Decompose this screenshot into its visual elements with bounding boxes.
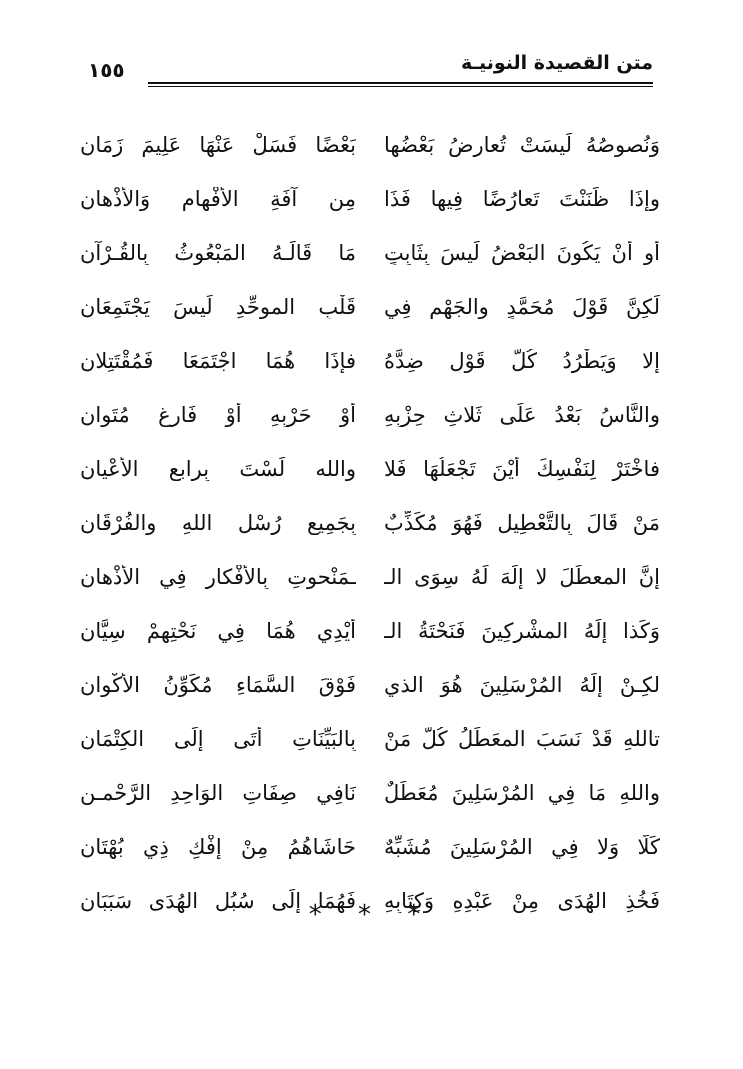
- verse: [80, 388, 660, 442]
- first-hemistich: لَكِنَّ قَوْلَ مُحَمَّدٍ والجَهْمِ فِي: [384, 295, 660, 319]
- page-header: [88, 52, 653, 88]
- verse: [80, 442, 660, 496]
- header-rule-thin: [148, 86, 653, 87]
- second-hemistich: أوْ حَرْبِهِ أوْ فَارغٍ مُتَوانِ: [80, 403, 356, 427]
- first-hemistich: كَلَّا وَلا فِي المُرْسَلِينَ مُشَبِّهٌ: [384, 835, 660, 859]
- page-number: ١٥٥: [88, 58, 125, 82]
- second-hemistich: قَلْبِ الموحِّدِ لَيسَ يَجْتَمِعَانِ: [80, 295, 356, 319]
- second-hemistich: بِجَمِيعِ رُسْلِ اللهِ والفُرْقَانِ: [80, 511, 356, 535]
- poem-verses: [80, 118, 660, 928]
- second-hemistich: فإذَا هُمَا اجْتَمَعَا فَمُقْتَتِلانِ: [80, 349, 356, 373]
- first-hemistich: لكِـنْ إلَهُ المُرْسَلِينَ هُوَ الذي: [384, 673, 660, 697]
- verse: [80, 604, 660, 658]
- verse: [80, 820, 660, 874]
- first-hemistich: والنَّاسُ بَعْدُ عَلَى ثَلاثِ حِزْبِهِ: [384, 403, 660, 427]
- verse: [80, 766, 660, 820]
- first-hemistich: إنَّ المعطِّلَ لا إلَهَ لَهُ سِوَى الـ: [384, 565, 660, 589]
- header-rule: [148, 82, 653, 84]
- second-hemistich: بِالبَيِّنَاتِ أَتَى إلَى الكِتْمَانِ: [80, 727, 356, 751]
- second-hemistich: أَيْدِي هُمَا فِي نَحْتِهِمْ سِيَّانِ: [80, 619, 356, 643]
- verse: [80, 334, 660, 388]
- running-title: متن القصيدة النونيـة: [460, 52, 653, 74]
- first-hemistich: مَنْ قَالَ بِالتَّعْطِيلِ فَهُوَ مُكَذِّبٌ: [384, 511, 660, 535]
- first-hemistich: وَكَذا إلَهُ المشْرِكِينَ فَنَحْتَةُ الـ: [384, 619, 660, 643]
- first-hemistich: إلا وَيَطْرُدُ كُلٌّ قَوْلٍ ضِدَّهُ: [384, 349, 660, 373]
- first-hemistich: واللهِ مَا فِي المُرْسَلِينَ مُعَطِّلٌ: [384, 781, 660, 805]
- second-hemistich: فَهُمَا إلَى سُبُلِ الهُدَى سَبَبَانِ: [80, 889, 356, 913]
- verse: [80, 550, 660, 604]
- verse: [80, 280, 660, 334]
- second-hemistich: ـمَنْحوتِ بِالأَفْكارِ فِي الأَذْهانِ: [80, 565, 356, 589]
- first-hemistich: وإذَا ظَنَنْتَ تَعارُضًا فِيها فَذَا: [384, 187, 660, 211]
- second-hemistich: بَعْضًا فَسَلْ عَنْهَا عَلِيمَ زَمَانِ: [80, 133, 356, 157]
- verse: [80, 118, 660, 172]
- second-hemistich: مِن آفَةِ الأَفْهامِ وَالأَذْهانِ: [80, 187, 356, 211]
- verse: [80, 496, 660, 550]
- section-ornament: * * *: [308, 900, 435, 930]
- first-hemistich: فَخُذِ الهُدَى مِنْ عَبْدِهِ وَكِتَابِهِ: [384, 889, 660, 913]
- second-hemistich: حَاشَاهُمُ مِنْ إفْكِ ذِي بُهْتَانِ: [80, 835, 356, 859]
- second-hemistich: والله لَسْتَ بِرابعِ الأَعْيانِ: [80, 457, 356, 481]
- verse: [80, 658, 660, 712]
- second-hemistich: مَا قَالَـهُ المَبْعُوثُ بِالقُـرْآنِ: [80, 241, 356, 265]
- first-hemistich: تاللهِ قَدْ نَسَبَ المعَطِّلُ كُلَّ مَنْ: [384, 727, 660, 751]
- verse: [80, 226, 660, 280]
- first-hemistich: فاخْتَرْ لِنَفْسِكَ أَيْنَ تَجْعَلُهَا فَلا: [384, 457, 660, 481]
- first-hemistich: وَنُصوصُهُ لَيسَتْ تُعارِضُ بَعْضُها: [384, 133, 660, 157]
- verse: [80, 712, 660, 766]
- second-hemistich: نَافِي صِفَاتِ الوَاحِدِ الرَّحْمـنِ: [80, 781, 356, 805]
- second-hemistich: فَوْقَ السَّمَاءِ مُكَوِّنُ الأَكْوانِ: [80, 673, 356, 697]
- first-hemistich: أو أنْ يَكُونَ البَعْضُ لَيسَ بِثَابِتٍ: [384, 241, 660, 265]
- verse: [80, 172, 660, 226]
